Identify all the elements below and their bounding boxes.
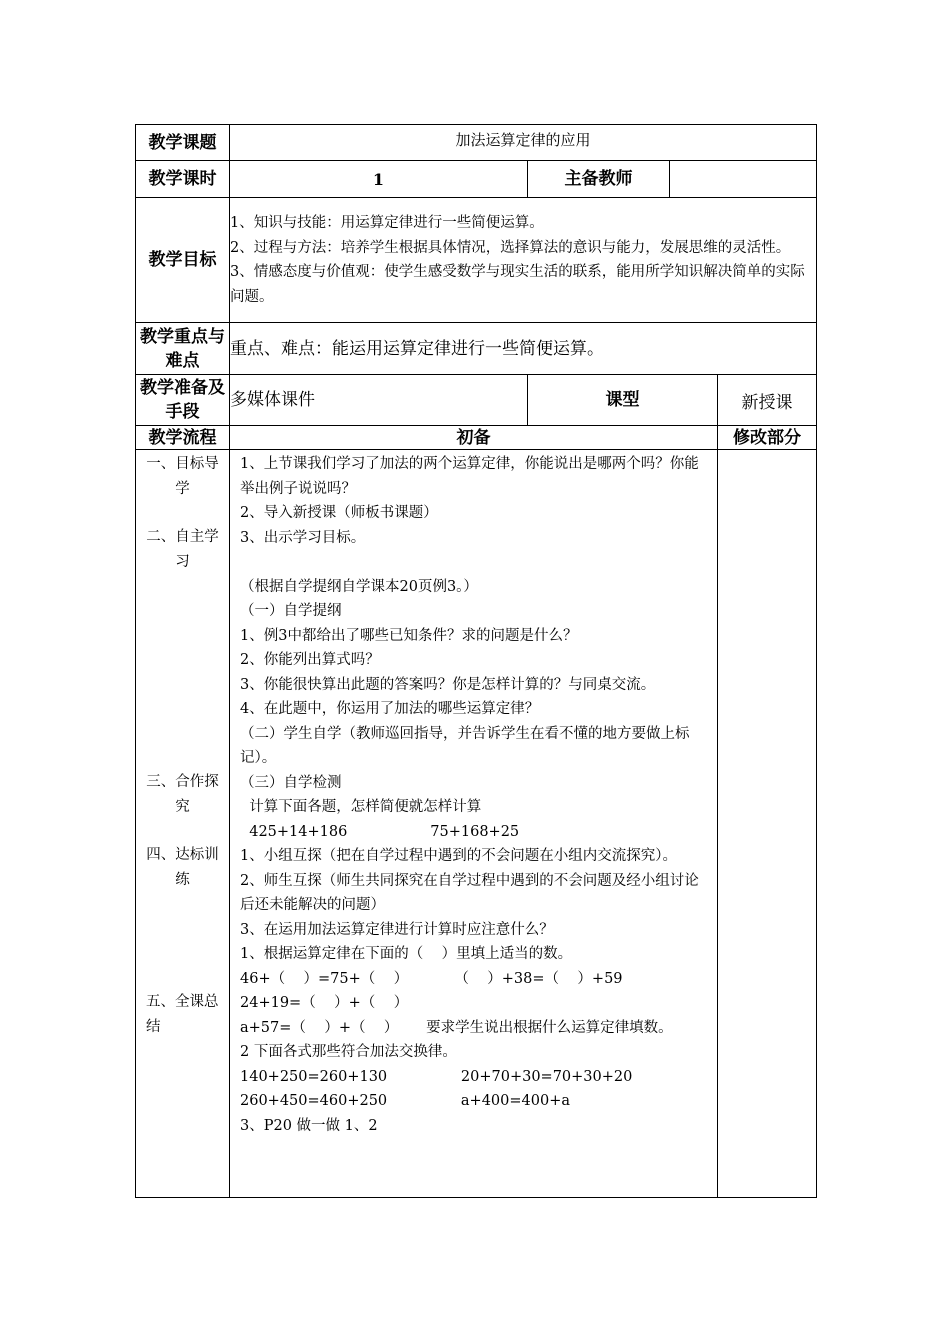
- keypoints-value: 重点、难点：能运用运算定律进行一些简便运算。: [230, 323, 817, 375]
- goal-item: 3、情感态度与价值观：使学生感受数学与现实生活的联系，能用所学知识解决简单的实际问题。: [230, 264, 805, 305]
- content-line: 3、P20 做一做 1、2: [240, 1117, 378, 1134]
- steps-column: [136, 450, 230, 1198]
- goals-label: 教学目标: [136, 198, 230, 323]
- lesson-type-value: 新授课: [718, 375, 817, 426]
- content-line: 1、小组互探（把在自学过程中遇到的不会问题在小组内交流探究）。: [240, 848, 677, 864]
- lesson-type-label: 课型: [528, 375, 718, 426]
- teacher-label: 主备教师: [528, 161, 670, 198]
- revise-label: 修改部分: [718, 426, 817, 450]
- content-line: 2 下面各式那些符合加法交换律。: [240, 1044, 457, 1060]
- draft-label: 初备: [230, 426, 718, 450]
- content-line: 46+（ ）=75+（ ） （ ）+38=（ ）+59: [240, 970, 623, 987]
- step-label: 五、全课总结: [146, 994, 219, 1035]
- content-line: （二）学生自学（教师巡回指导，并告诉学生在看不懂的地方要做上标记）。: [240, 725, 690, 766]
- topic-value: 加法运算定律的应用: [230, 125, 817, 161]
- content-line: 1、根据运算定律在下面的（ ）里填上适当的数。: [240, 946, 573, 962]
- content-line: 1、例3中都给出了哪些已知条件？求的问题是什么？: [240, 627, 578, 644]
- content-line: [240, 550, 711, 575]
- step-label: 四、达标训练: [146, 847, 219, 888]
- step-label: 三、合作探究: [146, 774, 219, 815]
- content-line: （三）自学检测: [240, 774, 342, 791]
- prep-value: 多媒体课件: [230, 375, 528, 426]
- goals-content: [230, 198, 817, 323]
- keypoints-label: 教学重点与难点: [136, 323, 230, 375]
- content-line: 2、导入新授课（师板书课题）: [240, 505, 438, 521]
- period-label: 教学课时: [136, 161, 230, 198]
- content-line: 3、你能很快算出此题的答案吗？你是怎样计算的？与同桌交流。: [240, 676, 656, 693]
- content-line: 2、你能列出算式吗？: [240, 652, 380, 668]
- goal-item: 1、知识与技能：用运算定律进行一些简便运算。: [230, 215, 544, 231]
- content-line: 4、在此题中，你运用了加法的哪些运算定律？: [240, 701, 540, 717]
- draft-content: [230, 450, 718, 1198]
- content-line: 计算下面各题，怎样简便就怎样计算: [240, 799, 482, 815]
- content-line: 3、出示学习目标。: [240, 529, 366, 546]
- content-line: 3、在运用加法运算定律进行计算时应注意什么？: [240, 921, 554, 938]
- content-line: （一）自学提纲: [240, 603, 342, 619]
- step-label: 一、目标导学: [146, 456, 219, 497]
- topic-label: 教学课题: [136, 125, 230, 161]
- step-label: 二、自主学习: [146, 529, 219, 570]
- prep-label: 教学准备及手段: [136, 375, 230, 426]
- content-line: （根据自学提纲自学课本20页例3。）: [240, 578, 478, 595]
- content-line: 2、师生互探（师生共同探究在自学过程中遇到的不会问题及经小组讨论后还未能解决的问题）: [240, 872, 699, 913]
- teacher-value: [670, 161, 817, 198]
- period-value: 1: [230, 161, 528, 198]
- goal-item: 2、过程与方法：培养学生根据具体情况，选择算法的意识与能力，发展思维的灵活性。: [230, 239, 791, 256]
- lesson-plan-table: [135, 124, 817, 1198]
- content-line: a+57=（ ）+（ ） 要求学生说出根据什么运算定律填数。: [240, 1019, 673, 1036]
- content-line: 24+19=（ ）+（ ）: [240, 995, 409, 1011]
- content-line: 1、上节课我们学习了加法的两个运算定律，你能说出是哪两个吗？你能举出例子说说吗？: [240, 456, 699, 497]
- content-line: 425+14+186 75+168+25: [240, 823, 520, 840]
- revise-column: [718, 450, 817, 1198]
- content-line: 260+450=460+250 a+400=400+a: [240, 1093, 570, 1109]
- content-line: 140+250=260+130 20+70+30=70+30+20: [240, 1068, 633, 1085]
- flow-label: 教学流程: [136, 426, 230, 450]
